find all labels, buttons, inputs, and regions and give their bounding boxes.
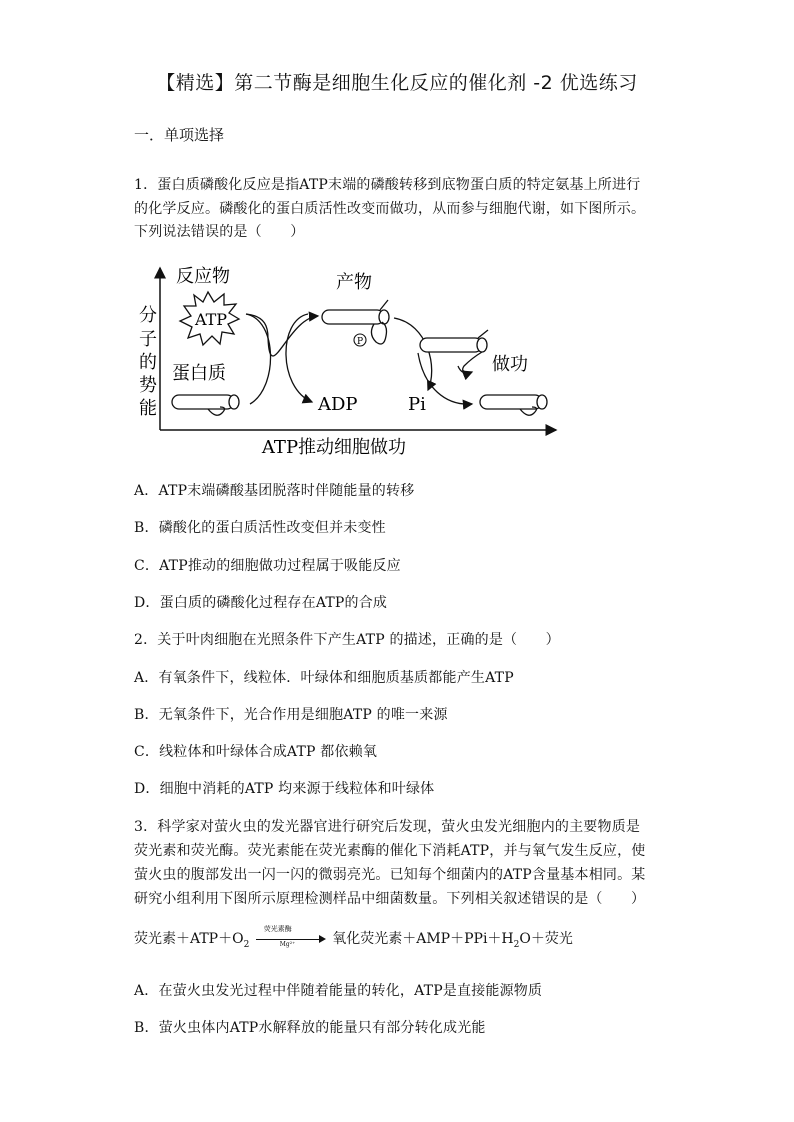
atp-work-diagram [128,258,568,463]
atp-label: ATP [194,310,228,329]
equation-reactants: 荧光素＋ATP＋O [134,931,244,947]
q3-option-a: A．在萤火虫发光过程中伴随着能量的转化，ATP是直接能源物质 [134,983,543,999]
phosphorylated-protein-icon [322,300,389,346]
q1-option-d: D．蛋白质的磷酸化过程存在ATP的合成 [134,595,388,611]
pi-label: Pi [408,394,426,415]
q2-stem: 2．关于叶肉细胞在光照条件下产生ATP 的描述，正确的是（ ） [134,632,560,648]
working-protein-icon [420,330,488,372]
q3-option-b: B．萤火虫体内ATP水解释放的能量只有部分转化成光能 [134,1020,486,1036]
q1-stem-line-1: 1．蛋白质磷酸化反应是指ATP末端的磷酸转移到底物蛋白质的特定氨基上所进行 [134,177,641,193]
q1-stem-line-2: 的化学反应。磷酸化的蛋白质活性改变而做功，从而参与细胞代谢，如下图所示。 [134,201,646,217]
arrow-to-final-protein [418,353,472,404]
q2-option-d: D．细胞中消耗的ATP 均来源于线粒体和叶绿体 [134,781,435,797]
final-protein-icon [480,395,547,415]
q2-option-a: A．有氧条件下，线粒体．叶绿体和细胞质基质都能产生ATP [134,670,514,686]
h2o-subscript: 2 [513,939,520,950]
y-axis-label-char: 的 [139,352,157,373]
cofactor-label: Mg²⁺ [279,941,296,948]
q1-option-a: A．ATP末端磷酸基团脱落时伴随能量的转移 [134,483,415,499]
page-title: 【精选】第二节酶是细胞生化反应的催化剂 -2 优选练习 [156,72,638,94]
section-heading: 一．单项选择 [134,126,225,144]
protein-substrate-icon [172,395,239,415]
product-label: 产物 [336,272,372,293]
phosphate-label: P [356,337,364,347]
y-axis-label-char: 势 [139,375,157,396]
q3-stem-line-1: 3．科学家对萤火虫的发光器官进行研究后发现，萤火虫发光细胞内的主要物质是 [134,819,641,835]
y-axis-label-char: 子 [139,329,157,350]
reactant-label: 反应物 [176,266,230,287]
adp-label: ADP [318,394,358,415]
q2-option-b: B．无氧条件下，光合作用是细胞ATP 的唯一来源 [134,707,448,723]
protein-label: 蛋白质 [172,363,226,384]
q3-stem-line-3: 萤火虫的腹部发出一闪一闪的微弱亮光。已知每个细菌内的ATP含量基本相同。某 [134,867,646,883]
equation-products: 氧化荧光素＋AMP＋PPi＋H [332,931,514,947]
y-axis-label-char: 能 [139,398,157,419]
luciferase-equation [134,925,573,950]
q3-stem-line-4: 研究小组利用下图所示原理检测样品中细菌数量。下列相关叙述错误的是（ ） [134,891,646,907]
q1-option-b: B．磷酸化的蛋白质活性改变但并未变性 [134,520,386,536]
q2-option-c: C．线粒体和叶绿体合成ATP 都依赖氧 [134,744,378,760]
o2-subscript: 2 [243,939,250,950]
work-label: 做功 [492,354,528,375]
x-axis-label: ATP推动细胞做功 [261,437,407,458]
catalyst-label: 荧光素酶 [263,925,292,933]
y-axis-label-char: 分 [139,305,157,326]
reaction-arrow-icon [256,925,326,948]
arrow-to-pi [394,318,432,390]
q1-option-c: C．ATP推动的细胞做功过程属于吸能反应 [134,558,401,574]
q3-stem-line-2: 荧光素和荧光酶。荧光素能在荧光素酶的催化下消耗ATP，并与氧气发生反应，使 [134,843,646,859]
arrow-to-adp [286,314,312,402]
q1-stem-line-3: 下列说法错误的是（ ） [134,224,305,240]
arrow-to-product [268,316,318,356]
equation-products-tail: O＋荧光 [519,931,573,947]
